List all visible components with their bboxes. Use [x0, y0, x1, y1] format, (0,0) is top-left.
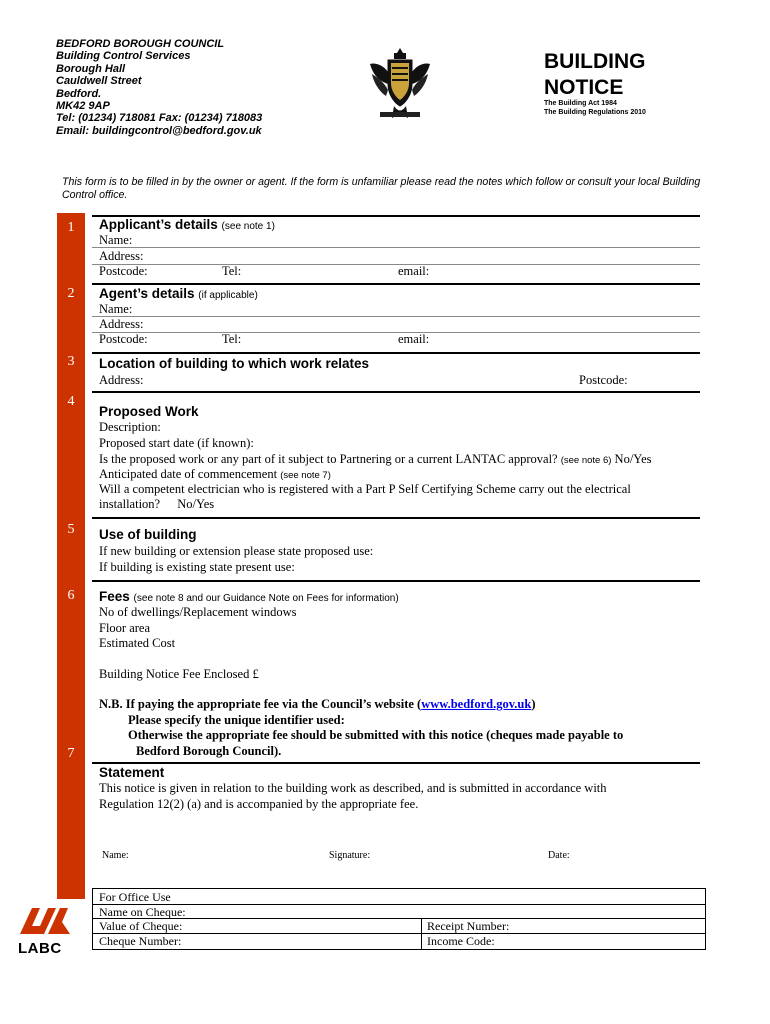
dwellings-field[interactable]: No of dwellings/Replacement windows	[99, 605, 297, 619]
present-use-field[interactable]: If building is existing state present use:	[99, 560, 295, 574]
intro-text: This form is to be filled in by the owner or agent. If the form is unfamiliar please read the notes which follow or consult your local Building Control office.	[62, 176, 701, 201]
agent-heading	[99, 286, 258, 301]
field-rule	[92, 247, 700, 248]
labc-mark-icon	[18, 904, 74, 936]
council-phone: Tel: (01234) 718081 Fax: (01234) 718083	[56, 112, 263, 125]
partnering-note: (see note 6)	[560, 455, 612, 466]
date-field[interactable]: Date:	[548, 850, 570, 861]
section-divider	[92, 580, 700, 582]
page-title	[544, 49, 646, 101]
field-rule	[92, 264, 700, 265]
agent-tel-field[interactable]: Tel:	[222, 332, 242, 346]
agent-email-field[interactable]: email:	[398, 332, 430, 346]
identifier-field[interactable]: Please specify the unique identifier used:	[128, 713, 345, 727]
income-code-field[interactable]: Income Code:	[427, 934, 495, 948]
installation-question	[99, 497, 214, 512]
office-row-rule	[93, 918, 705, 919]
signature-field[interactable]: Signature:	[329, 850, 371, 861]
applicant-heading	[99, 217, 275, 232]
applicant-name-field[interactable]: Name:	[99, 233, 133, 247]
section-number-3: 3	[67, 354, 75, 369]
location-heading: Location of building to which work relates	[99, 356, 370, 371]
legislation	[544, 99, 646, 117]
section-number-6: 6	[67, 588, 75, 603]
agent-title: Agent’s details	[99, 286, 195, 301]
partnering-text: Is the proposed work or any part of it subject to Partnering or a current LANTAC approval?	[99, 452, 558, 466]
cheque-payee: Bedford Borough Council).	[136, 744, 282, 758]
fees-note: (see note 8 and our Guidance Note on Fees for information)	[133, 593, 399, 604]
partnering-question	[99, 452, 652, 467]
location-address-field[interactable]: Address:	[99, 373, 144, 387]
work-description-field[interactable]: Description:	[99, 420, 161, 434]
field-rule	[92, 316, 700, 317]
commencement-note: (see note 7)	[280, 470, 331, 481]
agent-name-field[interactable]: Name:	[99, 302, 133, 316]
proposed-work-heading: Proposed Work	[99, 404, 199, 419]
labc-logo	[18, 904, 74, 956]
council-town: Bedford.	[56, 87, 102, 100]
applicant-address-field[interactable]: Address:	[99, 249, 144, 263]
section-sidebar	[57, 213, 85, 899]
statement-line-1: This notice is given in relation to the building work as described, and is submitted in accordance with	[99, 781, 607, 795]
applicant-postcode-field[interactable]: Postcode:	[99, 264, 148, 278]
labc-text: LABC	[18, 940, 62, 957]
council-name: BEDFORD BOROUGH COUNCIL	[56, 38, 225, 50]
agent-address-field[interactable]: Address:	[99, 317, 144, 331]
council-postcode: MK42 9AP	[56, 100, 110, 113]
installation-answer[interactable]: No/Yes	[177, 497, 215, 511]
council-street: Cauldwell Street	[56, 75, 142, 88]
location-postcode-field[interactable]: Postcode:	[579, 373, 628, 387]
title-building: BUILDING	[544, 50, 646, 73]
section-number-7: 7	[67, 746, 75, 761]
fees-title: Fees	[99, 589, 130, 604]
cheque-value-field[interactable]: Value of Cheque:	[99, 919, 183, 933]
office-use-title: For Office Use	[99, 890, 171, 904]
section-divider	[92, 517, 700, 519]
section-number-5: 5	[67, 522, 75, 537]
council-crest-icon	[366, 44, 434, 122]
section-number-1: 1	[67, 220, 75, 235]
section-number-4: 4	[67, 394, 75, 409]
statement-line-2: Regulation 12(2) (a) and is accompanied by the appropriate fee.	[99, 797, 419, 811]
installation-text: installation?	[99, 497, 161, 511]
signatory-name-field[interactable]: Name:	[102, 850, 129, 861]
applicant-title: Applicant’s details	[99, 217, 218, 232]
building-act: The Building Act 1984	[544, 100, 617, 107]
section-divider	[92, 352, 700, 354]
section-number-2: 2	[67, 286, 75, 301]
payment-nb	[99, 697, 536, 712]
office-column-rule	[421, 918, 422, 950]
nb-suffix: )	[531, 697, 536, 711]
council-address	[56, 38, 262, 137]
section-divider	[92, 762, 700, 764]
section-divider	[92, 283, 700, 285]
applicant-note: (see note 1)	[221, 221, 275, 232]
council-department: Building Control Services	[56, 50, 191, 63]
office-row-rule	[93, 933, 705, 934]
use-heading: Use of building	[99, 527, 197, 542]
agent-note: (if applicable)	[198, 290, 258, 301]
start-date-field[interactable]: Proposed start date (if known):	[99, 436, 254, 450]
partnering-answer[interactable]: No/Yes	[614, 452, 652, 466]
statement-heading: Statement	[99, 765, 165, 780]
office-use-box	[92, 888, 706, 950]
electrician-question: Will a competent electrician who is registered with a Part P Self Certifying Scheme carry out the electrical	[99, 482, 631, 496]
fees-heading	[99, 589, 399, 604]
agent-postcode-field[interactable]: Postcode:	[99, 332, 148, 346]
proposed-use-field[interactable]: If new building or extension please state proposed use:	[99, 544, 374, 558]
applicant-tel-field[interactable]: Tel:	[222, 264, 242, 278]
receipt-number-field[interactable]: Receipt Number:	[427, 919, 510, 933]
commencement-text: Anticipated date of commencement	[99, 467, 278, 481]
nb-prefix: N.B. If paying the appropriate fee via the Council’s website (	[99, 697, 422, 711]
cheque-number-field[interactable]: Cheque Number:	[99, 934, 182, 948]
council-building: Borough Hall	[56, 62, 126, 75]
cheque-instruction: Otherwise the appropriate fee should be submitted with this notice (cheques made payable to	[128, 728, 624, 742]
title-notice: NOTICE	[544, 76, 624, 99]
building-regulations: The Building Regulations 2010	[544, 109, 646, 116]
estimated-cost-field[interactable]: Estimated Cost	[99, 636, 176, 650]
applicant-email-field[interactable]: email:	[398, 264, 430, 278]
council-email: Email: buildingcontrol@bedford.gov.uk	[56, 124, 262, 137]
name-on-cheque-field[interactable]: Name on Cheque:	[99, 905, 186, 919]
section-divider	[92, 391, 700, 393]
fee-enclosed-field[interactable]: Building Notice Fee Enclosed £	[99, 667, 259, 681]
field-rule	[92, 332, 700, 333]
council-website-link[interactable]: www.bedford.gov.uk	[421, 697, 532, 711]
commencement-field[interactable]	[99, 467, 331, 482]
floor-area-field[interactable]: Floor area	[99, 621, 151, 635]
